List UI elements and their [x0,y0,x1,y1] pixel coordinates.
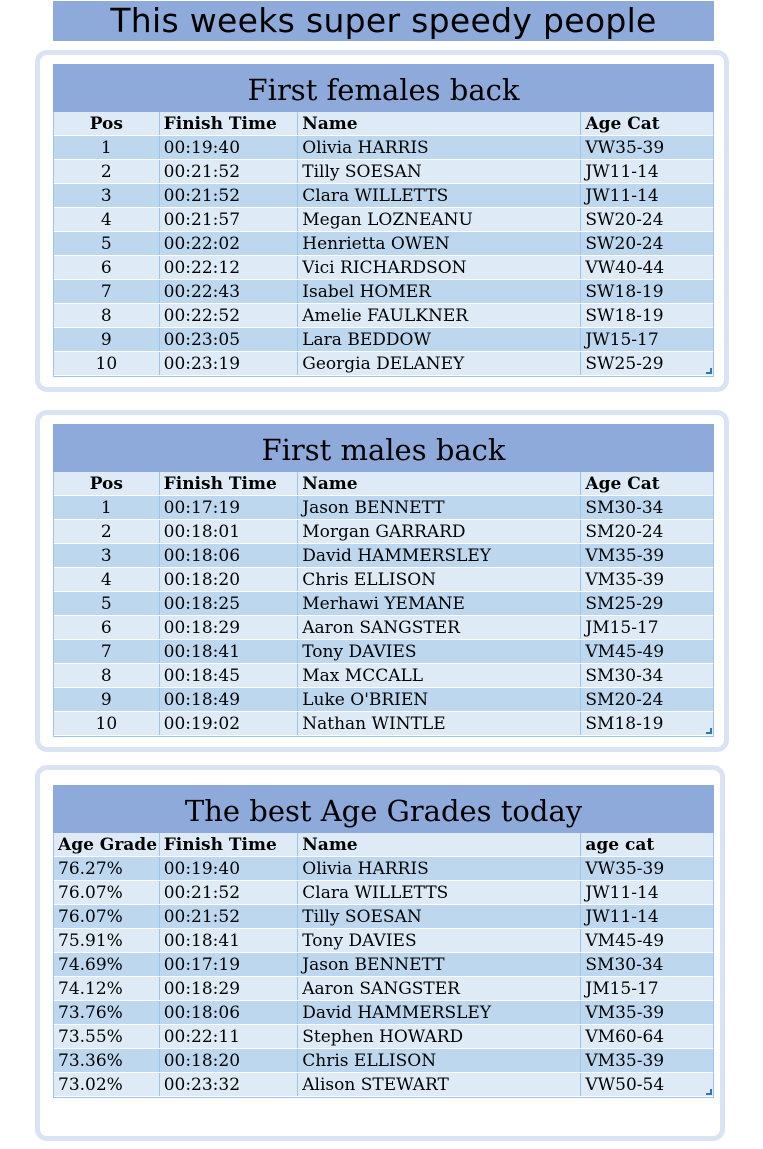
table-cell: SW18-19 [585,282,664,302]
table-header-row [54,112,713,136]
table-cell: VW40-44 [585,258,665,278]
header-cell-col-4: Age Cat [585,114,660,134]
table-row [54,520,713,544]
table-row [54,1025,713,1049]
table-cell: SW20-24 [585,234,664,254]
table-cell: 00:22:52 [160,304,299,327]
table-cell: 73.36% [54,1049,160,1072]
table-cell: JW11-14 [585,162,659,182]
table-cell: VW35-39 [585,138,665,158]
table-cell: 76.07% [54,905,160,928]
table-cell: 76.27% [54,857,160,880]
table-cell: SW20-24 [585,210,664,230]
table-header-row [54,472,713,496]
table-cell: Tony DAVIES [298,640,581,663]
table-resize-handle[interactable] [706,368,712,374]
table-cell: 00:18:06 [160,544,299,567]
table-row [54,616,713,640]
table-cell: Tilly SOESAN [298,160,581,183]
table-cell: 00:21:57 [160,208,299,231]
table-row [54,184,713,208]
table-resize-handle[interactable] [706,728,712,734]
table-cell: 00:21:52 [160,184,299,207]
table-row [54,352,713,376]
table-cell: SM18-19 [585,714,664,734]
table-cell: Stephen HOWARD [298,1025,581,1048]
table-cell: JM15-17 [585,979,659,999]
table-cell: SM20-24 [585,522,664,542]
table-cell: 74.69% [54,953,160,976]
table-cell: SW18-19 [585,306,664,326]
age-grades-table-title: The best Age Grades today [53,785,714,833]
table-row [54,688,713,712]
table-cell: 1 [54,496,160,519]
header-cell-col-4: Age Cat [585,474,660,494]
table-cell: 00:21:52 [160,905,299,928]
table-cell: 00:17:19 [160,953,299,976]
table-cell: SM30-34 [585,666,664,686]
table-cell: 00:18:41 [160,929,299,952]
table-row [54,208,713,232]
table-cell: Vici RICHARDSON [298,256,581,279]
table-row [54,592,713,616]
table-cell: SM25-29 [585,594,664,614]
table-row [54,160,713,184]
table-cell: SM30-34 [585,955,664,975]
table-row [54,1001,713,1025]
table-row [54,929,713,953]
table-cell: David HAMMERSLEY [298,544,581,567]
females-table-body [53,112,714,377]
table-cell: Luke O'BRIEN [298,688,581,711]
table-cell: 10 [54,712,160,735]
table-cell: Tilly SOESAN [298,905,581,928]
table-row [54,905,713,929]
table-cell: 00:18:01 [160,520,299,543]
table-cell: JW15-17 [585,330,659,350]
table-cell: Olivia HARRIS [298,136,581,159]
table-row [54,1073,713,1097]
table-cell: VM35-39 [585,1003,665,1023]
table-cell: 2 [54,520,160,543]
table-cell: Tony DAVIES [298,929,581,952]
page-title: This weeks super speedy people [53,1,714,41]
table-row [54,232,713,256]
table-row [54,857,713,881]
age-grades-table [53,785,714,1098]
table-row [54,568,713,592]
table-cell: 8 [54,304,160,327]
table-cell: 5 [54,232,160,255]
table-cell: 00:23:32 [160,1073,299,1096]
table-cell: VM45-49 [585,642,665,662]
table-cell: Morgan GARRARD [298,520,581,543]
table-cell: 00:21:52 [160,881,299,904]
table-cell: 00:18:20 [160,568,299,591]
males-table [53,424,714,737]
table-cell: Merhawi YEMANE [298,592,581,615]
table-cell: 75.91% [54,929,160,952]
header-cell-col-1: Pos [54,112,160,135]
table-cell: 74.12% [54,977,160,1000]
table-resize-handle[interactable] [706,1089,712,1095]
table-cell: Jason BENNETT [298,496,581,519]
table-cell: JW11-14 [585,907,659,927]
table-row [54,640,713,664]
table-cell: 00:19:40 [160,136,299,159]
table-cell: VM35-39 [585,1051,665,1071]
table-cell: 00:18:06 [160,1001,299,1024]
table-cell: 4 [54,568,160,591]
table-cell: 73.76% [54,1001,160,1024]
table-row [54,881,713,905]
age-grades-table-body [53,833,714,1098]
header-cell-col-2: Finish Time [160,112,299,135]
table-cell: 00:18:29 [160,977,299,1000]
table-row [54,544,713,568]
table-cell: 00:21:52 [160,160,299,183]
table-row [54,136,713,160]
table-cell: David HAMMERSLEY [298,1001,581,1024]
table-cell: 00:18:45 [160,664,299,687]
table-cell: Nathan WINTLE [298,712,581,735]
header-cell-col-3: Name [298,833,581,856]
females-table-title: First females back [53,64,714,112]
table-row [54,1049,713,1073]
table-cell: Alison STEWART [298,1073,581,1096]
table-cell: VW50-54 [585,1075,665,1095]
table-cell: 00:18:25 [160,592,299,615]
males-table-title: First males back [53,424,714,472]
table-cell: Chris ELLISON [298,1049,581,1072]
table-cell: SW25-29 [585,354,664,374]
table-cell: 2 [54,160,160,183]
table-cell: 00:18:41 [160,640,299,663]
table-cell: 00:17:19 [160,496,299,519]
table-cell: Lara BEDDOW [298,328,581,351]
table-row [54,977,713,1001]
table-header-row [54,833,713,857]
table-cell: VM60-64 [585,1027,665,1047]
table-cell: JW11-14 [585,883,659,903]
header-cell-col-3: Name [298,112,581,135]
table-row [54,664,713,688]
table-cell: Georgia DELANEY [298,352,581,375]
table-cell: 00:19:40 [160,857,299,880]
header-cell-col-2: Finish Time [160,833,299,856]
table-cell: Aaron SANGSTER [298,616,581,639]
table-cell: Olivia HARRIS [298,857,581,880]
table-cell: 4 [54,208,160,231]
table-cell: 00:18:49 [160,688,299,711]
table-cell: 00:19:02 [160,712,299,735]
table-cell: 1 [54,136,160,159]
table-cell: 6 [54,616,160,639]
table-row [54,496,713,520]
table-cell: 7 [54,280,160,303]
table-row [54,280,713,304]
table-cell: 7 [54,640,160,663]
table-cell: 6 [54,256,160,279]
table-cell: Aaron SANGSTER [298,977,581,1000]
table-cell: 00:22:11 [160,1025,299,1048]
header-cell-col-2: Finish Time [160,472,299,495]
table-cell: Amelie FAULKNER [298,304,581,327]
table-cell: 76.07% [54,881,160,904]
table-cell: 9 [54,328,160,351]
table-cell: 00:22:12 [160,256,299,279]
table-cell: 3 [54,544,160,567]
table-row [54,712,713,736]
females-table [53,64,714,377]
header-cell-col-1: Age Grade [54,833,160,856]
table-cell: JM15-17 [585,618,659,638]
table-cell: 8 [54,664,160,687]
males-table-body [53,472,714,737]
table-cell: VM35-39 [585,570,665,590]
table-cell: 00:23:19 [160,352,299,375]
header-cell-col-3: Name [298,472,581,495]
table-cell: 00:18:20 [160,1049,299,1072]
table-cell: 10 [54,352,160,375]
table-cell: 5 [54,592,160,615]
table-cell: Henrietta OWEN [298,232,581,255]
table-cell: VM35-39 [585,546,665,566]
table-cell: Max MCCALL [298,664,581,687]
header-cell-col-1: Pos [54,472,160,495]
table-cell: Clara WILLETTS [298,184,581,207]
table-row [54,953,713,977]
table-cell: JW11-14 [585,186,659,206]
table-row [54,328,713,352]
table-cell: 73.55% [54,1025,160,1048]
table-cell: Jason BENNETT [298,953,581,976]
table-cell: Clara WILLETTS [298,881,581,904]
table-cell: 00:23:05 [160,328,299,351]
table-row [54,256,713,280]
header-cell-col-4: age cat [585,835,655,855]
table-cell: 00:18:29 [160,616,299,639]
table-row [54,304,713,328]
table-cell: Chris ELLISON [298,568,581,591]
table-cell: VW35-39 [585,859,665,879]
table-cell: Megan LOZNEANU [298,208,581,231]
table-cell: SM20-24 [585,690,664,710]
table-cell: VM45-49 [585,931,665,951]
table-cell: SM30-34 [585,498,664,518]
table-cell: Isabel HOMER [298,280,581,303]
table-cell: 3 [54,184,160,207]
table-cell: 9 [54,688,160,711]
table-cell: 00:22:43 [160,280,299,303]
table-cell: 73.02% [54,1073,160,1096]
table-cell: 00:22:02 [160,232,299,255]
